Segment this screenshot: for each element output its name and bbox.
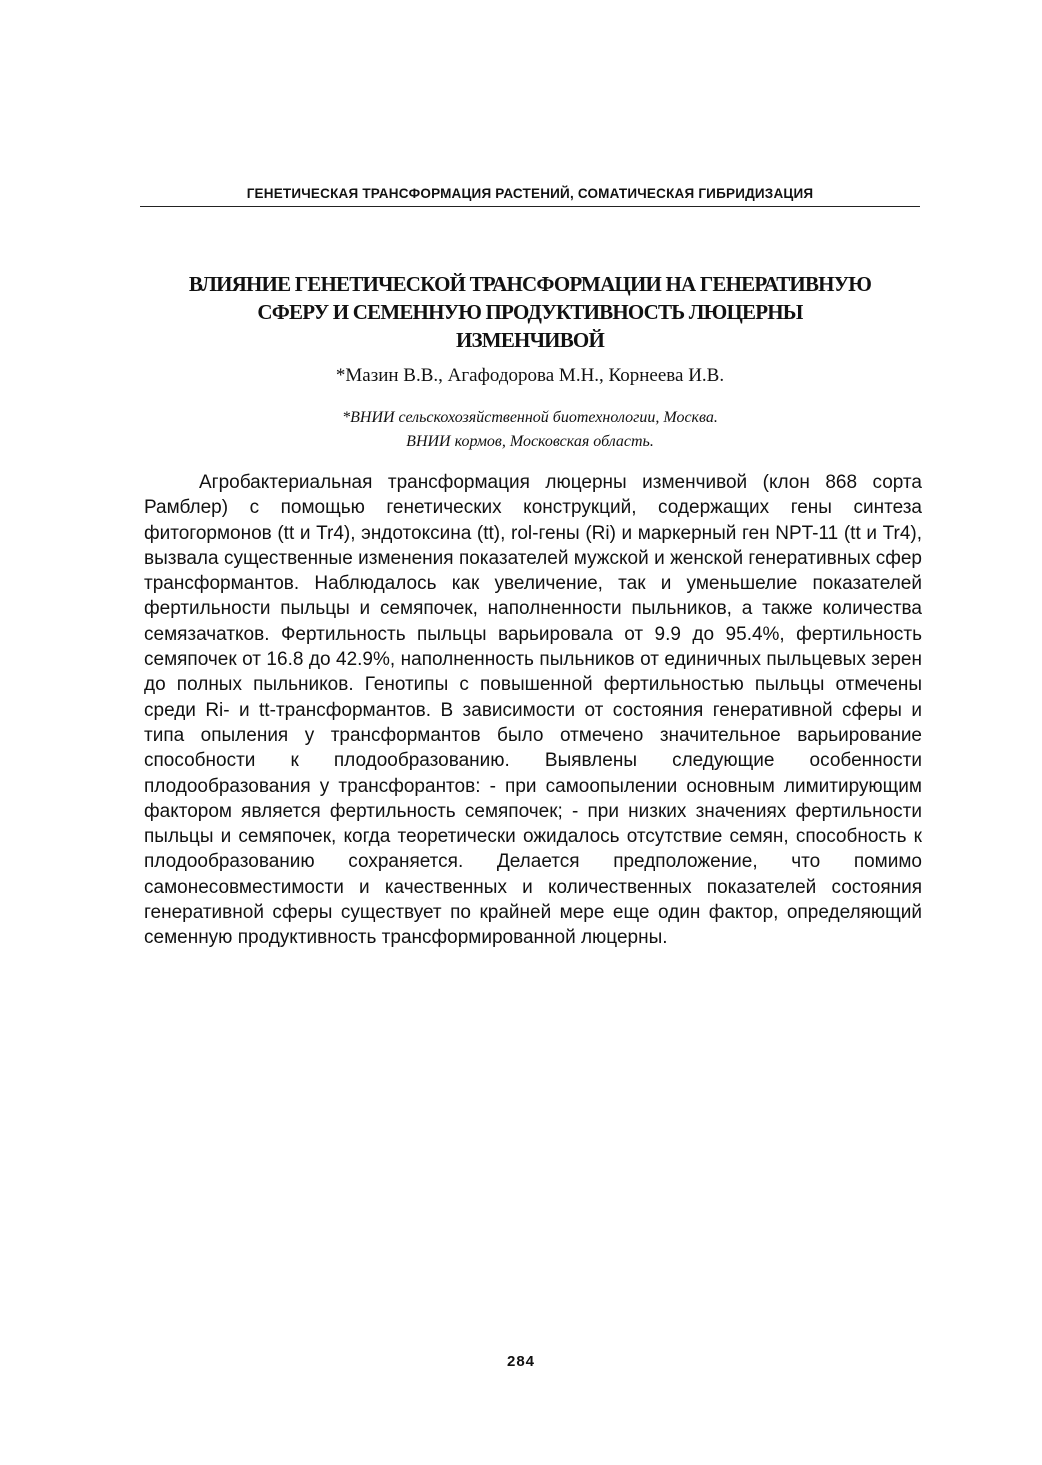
- affiliations: [140, 406, 920, 454]
- header-rule: [140, 206, 920, 207]
- affiliation: ВНИИ кормов, Московская область.: [406, 433, 654, 450]
- article-title: [130, 270, 930, 354]
- abstract-paragraph: Агробактериальная трансформация люцерны изменчивой (клон 868 сорта Рамблер) с помощью генетических конструкций, содержащих гены синтеза фитогормонов (tt и Tr4), эндотоксина (tt), rol-гены (Ri) и маркерный ген NPT-11 (tt и Tr4), вызвала существенные изменения показателей мужской и женской генеративных сфер трансформантов. Наблюдалось как увеличение, так и уменьшелие показателей фертильности пыльцы и семяпочек, наполненности пыльников, а также количества семязачатков. Фертильность пыльцы варьировала от 9.9 до 95.4%, фертильность семяпочек от 16.8 до 42.9%, наполненность пыльников от единичных пыльцевых зерен до полных пыльников. Генотипы с повышенной фертильностью пыльцы отмечены среди Ri- и tt-трансформантов. В зависимости от состояния генеративной сферы и типа опыления у трансформантов было отмечено значительное варьирование способности к плодообразованию. Выявлены следующие особенности плодообразования у трансфорантов: - при самоопылении основным лимитирующим фактором является фертильность семяпочек; - при низких значениях фертильности пыльцы и семяпочек, когда теоретически ожидалось отсутствие семян, способность к плодообразованию сохраняется. Делается предположение, что помимо самонесовместимости и качественных и количественных показателей состояния генеративной сферы существует по крайней мере еще один фактор, определяющий семенную продуктивность трансформированной люцерны.: [144, 472, 922, 949]
- abstract: [144, 470, 922, 951]
- page-number: 284: [506, 1353, 536, 1370]
- title-line: СФЕРУ И СЕМЕННУЮ ПРОДУКТИВНОСТЬ ЛЮЦЕРНЫ: [257, 300, 803, 324]
- title-line: ВЛИЯНИЕ ГЕНЕТИЧЕСКОЙ ТРАНСФОРМАЦИИ НА ГЕНЕРАТИВНУЮ: [188, 272, 872, 296]
- title-line: ИЗМЕНЧИВОЙ: [455, 328, 604, 352]
- running-header: ГЕНЕТИЧЕСКАЯ ТРАНСФОРМАЦИЯ РАСТЕНИЙ, СОМАТИЧЕСКАЯ ГИБРИДИЗАЦИЯ: [246, 186, 814, 201]
- affiliation: *ВНИИ сельскохозяйственной биотехнологии, Москва.: [342, 409, 718, 426]
- authors: *Мазин В.В., Агафодорова М.Н., Корнеева И.В.: [335, 365, 725, 386]
